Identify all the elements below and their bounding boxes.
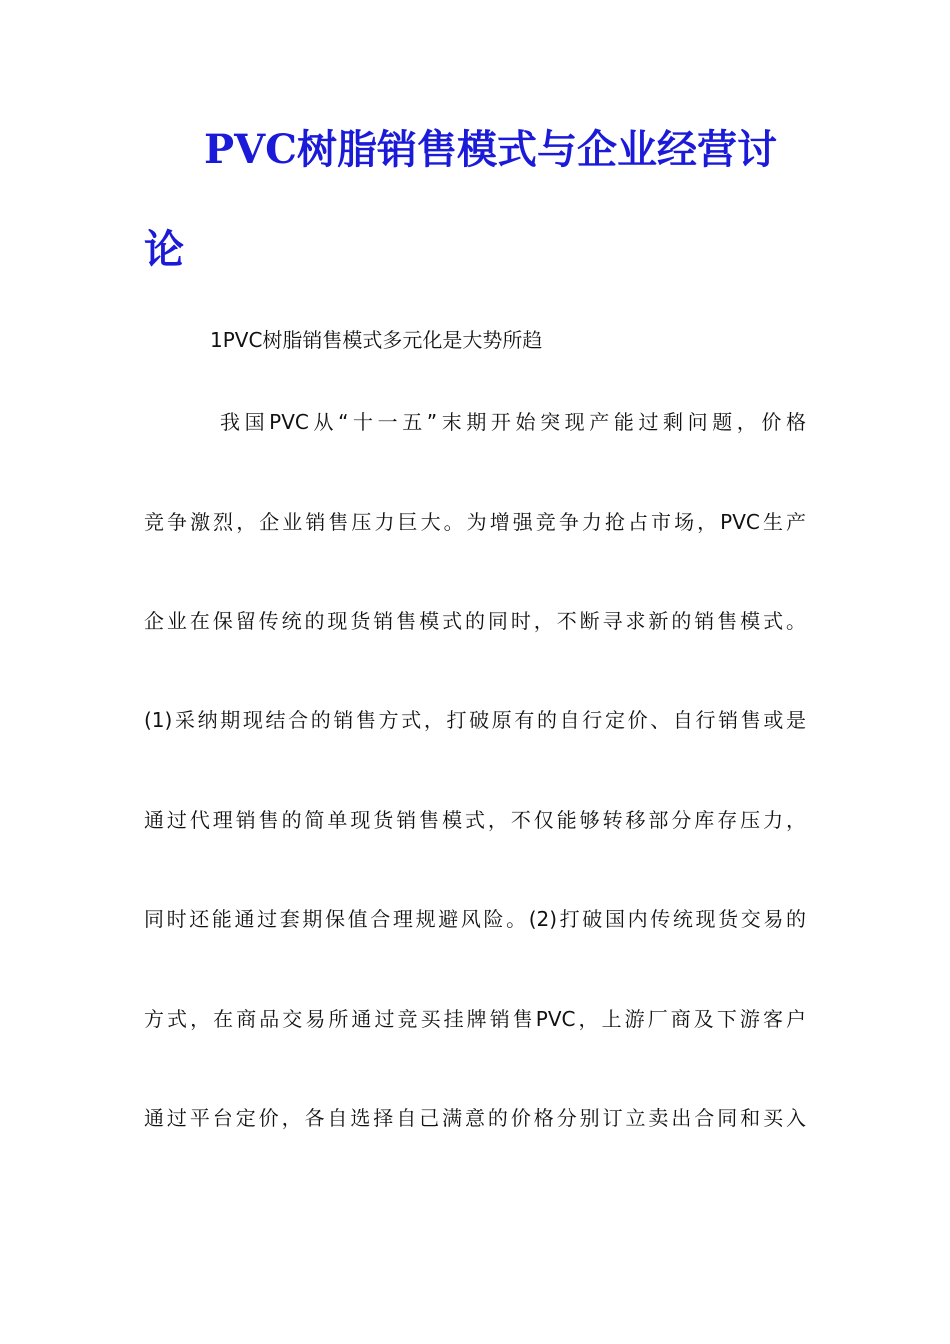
section-heading: 1PVC树脂销售模式多元化是大势所趋 [210, 328, 543, 352]
body-line-8: 通过平台定价，各自选择自己满意的价格分别订立卖出合同和买入 [144, 1106, 806, 1130]
body-line-4: (1)采纳期现结合的销售方式，打破原有的自行定价、自行销售或是 [144, 708, 806, 732]
body-line-2: 竞争激烈，企业销售压力巨大。为增强竞争力抢占市场，PVC生产 [144, 510, 806, 534]
body-line-7: 方式，在商品交易所通过竞买挂牌销售PVC，上游厂商及下游客户 [144, 1007, 806, 1031]
body-line-3: 企业在保留传统的现货销售模式的同时，不断寻求新的销售模式。 [144, 609, 806, 633]
body-line-6: 同时还能通过套期保值合理规避风险。(2)打破国内传统现货交易的 [144, 907, 806, 931]
document-title-line-1: PVC树脂销售模式与企业经营讨 [204, 126, 777, 173]
document-title-line-2: 论 [144, 226, 184, 273]
body-line-1: 我国PVC从“十一五”末期开始突现产能过剩问题，价格 [220, 410, 806, 434]
body-line-5: 通过代理销售的简单现货销售模式，不仅能够转移部分库存压力， [144, 808, 806, 832]
